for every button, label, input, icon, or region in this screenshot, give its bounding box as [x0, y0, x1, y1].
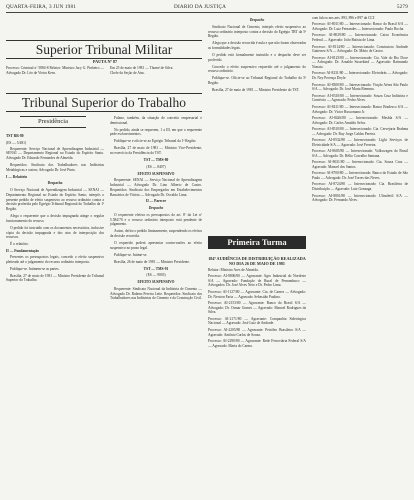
tst-column-4	[312, 16, 408, 205]
tst-banner: Tribunal Superior do Trabalho	[6, 93, 202, 112]
process-entry: Processo: AI-8310/80 — Intersecionado: Souza Cruz Indústria e Comércio — Agravado: Pedro Alves.	[312, 93, 408, 103]
tst-column-1	[6, 132, 104, 285]
process-entry: Processo: AI-8231/80 — Intersecionado: Eletrobrás — Advogado: Dr. Ney Proença Doyle.	[312, 71, 408, 81]
process-entry: Processo: AI-8631/80 — Intersecionado: Cia. Souza Cruz — Agravado: Manoel dos Santos.	[312, 160, 408, 169]
subheading: Despacho	[249, 18, 265, 22]
header-rule	[6, 12, 408, 13]
process-entry: Processo: AI-8029/80 — Intersecionado: Caixa Econômica Federal — Agravado: João Batista de Lima.	[312, 33, 408, 43]
paragraph: Requerente: Serviço Nacional de Aprendizagem Industrial — SENAI — Departamento Regional no Estado do Espírito Santo. Advogado Dr. Eduardo Fernandes de Almeida.	[6, 146, 104, 160]
process-entry: Processo: AI-8510/80 — Intersecionado: Cia. Cervejaria Brahma — Advogado: Dr. Ruy Jorge Caldas Pereira.	[312, 126, 408, 136]
process-entry: Processo: AI-8700/80 — Intersecionado: Banco do Estado de São Paulo — Advogado: Dr. José Torres das Neves.	[312, 171, 408, 181]
paragraph: Brasília, 27 de maio de 1981 — Ministro Presidente do Tribunal Superior do Trabalho.	[6, 273, 104, 283]
process-entry: Processo: AI-2171/80 — Agravante: Companhia Siderúrgica Nacional — Agravado: José Luiz de Andrade.	[208, 316, 306, 326]
process-entry: Processo: AI-2290/80 — Agravante: Rede Ferroviária Federal S/A — Agravado: Maria do Carmo.	[208, 338, 306, 348]
header-page-number: 5279	[396, 4, 408, 10]
page-header	[6, 3, 408, 12]
paragraph: Brasília, 27 de maio de 1981 — Ministro Presidente do TST.	[212, 87, 300, 92]
paragraph: Alega que a decisão recorrida é nula e que não foram observadas as formalidades legais.	[208, 41, 306, 50]
tst-column-2	[110, 116, 202, 303]
paragraph: Presentes os pressupostos legais, concedo o efeito suspensivo pleiteado até o julgamento do recurso ordinário interposto.	[6, 254, 104, 264]
paragraph: Requerente: SENAI — Serviço Nacional de Aprendizagem Industrial — Advogado Dr. Lino Alberto de Castro. Requeridos: Sindicato dos Empregados em Estabelecimentos Bancários de Vitória — Advogado Dr. Osvaldo Lima.	[110, 178, 202, 197]
subheading: I — Relatório	[6, 174, 28, 179]
process-origin: (ES — 5/481)	[6, 140, 27, 145]
process-entry: Processo: AI-8125/80 — Intersecionado: Cia. Vale do Rio Doce — Advogado: Dr. Arnaldo Sussekind — Agravado: Raimundo Nonato.	[312, 55, 408, 70]
paragraph: Assim, defiro o pedido liminarmente, suspendendo os efeitos da decisão recorrida.	[110, 229, 202, 239]
paragraph: Relator: Ministro Ares de Almeida.	[208, 267, 259, 272]
header-date: QUARTA-FEIRA, 3 JUN 1981	[6, 4, 77, 10]
process-origin: (ES — 9003)	[146, 273, 166, 278]
process-entry: Processo: AI-8011/80 — Intersecionado: Banco do Brasil S/A — Advogado: Dr. Luiz Fernandes — Intersecionado: Paulo Rocha.	[312, 22, 408, 32]
paragraph: O pedido está formalmente instruído e o despacho deve ser proferido.	[208, 52, 306, 62]
pauta-date: Em 25 de maio de 1981 — Thomé de Silva.	[110, 66, 174, 70]
process-entry: Processo: AI-8532/80 — Intersecionado: Light Serviços de Eletricidade S/A — Agravado: José Ferreira.	[312, 138, 408, 147]
pauta-signature: Chefe da Seção de Atas.	[110, 70, 145, 75]
subheading: Despacho	[148, 206, 164, 211]
process-entry: Processo: AI-2205/80 — Agravante: Petróleo Brasileiro S/A — Agravado: Antônio Carlos de Souza.	[208, 327, 306, 337]
paragraph: com fulcro nos arts. 893, 896 e 897 da CLT.	[312, 16, 376, 20]
subheading: EFEITO SUSPENSIVO	[137, 171, 175, 176]
paragraph: Publique-se. Oficie-se ao Tribunal Regional do Trabalho da 5ª Região.	[208, 76, 306, 85]
process-entry: Processo: AI-8114/80 — Intersecionado: Construtora Andrade Gutierrez S/A — Advogado: Dr. Mário de Castro.	[312, 44, 408, 54]
process-entry: Processo: AI-8426/80 — Intersecionado: Mesbla S/A — Advogado: Dr. Carlos Arnaldo Selva.	[312, 115, 408, 125]
paragraph: É o relatório.	[10, 242, 29, 247]
paragraph: Requeridos: Sindicato dos Trabalhadores nas Indústrias Metalúrgicas e outros; Advogado Dr. José Pinto.	[6, 162, 104, 172]
stm-banner: Superior Tribunal Militar	[6, 40, 202, 59]
paragraph: Brasília, 27 de maio de 1981 — Ministro Vice-Presidente, no exercício da Presidência do TST.	[110, 146, 202, 156]
paragraph: Publique-se. Intime-se.	[114, 252, 148, 257]
process-number: TST — TMS-80	[143, 158, 169, 162]
process-entry: Processo: AI-8801/80 — Intersecionado: Ultrafértil S/A — Advogado: Dr. Fernando Alves.	[312, 193, 408, 203]
paragraph: Sindicato Nacional de Cimento, interpôs efeito suspensivo ao recurso ordinário interposto contra a decisão do Egrégio TRT da 5ª Região.	[208, 24, 306, 39]
paragraph: O requerido poderá apresentar contra-razões ao efeito suspensivo no prazo legal.	[110, 241, 202, 250]
paragraph: O Serviço Nacional de Aprendizagem Industrial — SENAI — Departamento Regional no Estado do Espírito Santo, interpôs o presente pedido de efeito suspensivo ao recurso ordinário contra a decisão proferida pelo Egrégio Tribunal Regional do Trabalho da 1ª Região.	[6, 188, 104, 212]
pauta-text: Processo: Criminal nº 5884-8 Relator: Ministro Jacy G. Pinheiro — Advogado Dr. Léo de Vieira Kern.	[6, 66, 104, 75]
paragraph: O pedido foi instruído com os documentos necessários, inclusive cópia da decisão impugnada e dos atos de interposição dos recursos.	[6, 225, 104, 240]
paragraph: Fulano, também, da situação de conceito empresarial e demissional.	[110, 116, 202, 125]
process-entry: Processo: AI-8724/80 — Intersecionado: Cia. Brasileira de Distribuição — Agravado: Luiz Gonzaga.	[312, 182, 408, 192]
process-entry: Processo: AI-8300/80 — Intersecionado: Viação Aérea São Paulo S/A — Advogado: Dr. José Maria Riemma.	[312, 82, 408, 92]
tst-column-3-top	[208, 16, 306, 95]
subheading: II — Parecer	[145, 199, 167, 204]
paragraph: Publique-se e oficie-se ao Egrégio Tribunal da 1ª Região.	[114, 139, 197, 144]
paragraph: O requerente efetiva os pressupostos do art. 8º da Lei nº 5.584/70 e o recurso ordinário interposto está pendente de julgamento.	[110, 212, 202, 227]
process-entry: Processo: AI-8605/80 — Intersecionado: Volkswagen do Brasil S/A — Advogado: Dr. Hélio Carvalho Santana.	[312, 149, 408, 158]
distribution-heading: 184ª AUDIÊNCIA DE DISTRIBUIÇÃO REALIZADA NO DIA 26 DE MAIO DE 1981	[208, 256, 306, 266]
subheading: EFEITO SUSPENSIVO	[137, 280, 175, 285]
paragraph: Publique-se. Intimem-se as partes.	[10, 266, 60, 271]
paragraph: Requerente: Sindicato Nacional da Indústria de Cimento — Advogado Dr. Rubens Pereira Leite. Requeridos: Sindicato dos Trabalhadores nas Indústrias do Cimento e da Construção Civil.	[110, 286, 202, 301]
primeira-turma-banner: Primeira Turma	[208, 236, 306, 249]
process-entry: Processo: AI-8411/80 — Intersecionado: Banco Bradesco S/A — Advogado: Dr. Victor Russomano Jr.	[312, 104, 408, 114]
tst-column-3-bottom	[208, 254, 306, 350]
process-entry: Processo: AI-8806/80 — Agravante: Agro Industrial do Nordeste S/A — Agravado: Fundação de Rural de Pernambuco — Advogados: Dr. José Alves Neto e Dr. Pedro Lima.	[208, 273, 306, 288]
process-entry: Processo: AI-2153/80 — Agravante: Banco do Brasil S/A — Advogado: Dr. Osmar Gomes — Agravado: Manoel Rodrigues da Silva.	[208, 300, 306, 315]
process-entry: Processo: AI-1127/80 — Agravante: Cia. de Carnes — Advogado: Dr. Newton Faria — Agravado: Sebastião Paulino.	[208, 289, 306, 299]
process-origin: (ES — 8407)	[146, 164, 166, 169]
process-number: TST RR-80	[6, 134, 24, 138]
paragraph: Concedo o efeito suspensivo requerido até o julgamento do recurso ordinário.	[208, 64, 306, 74]
paragraph: Alega o requerente que a decisão impugnada atinge o regular funcionamento do recurso.	[6, 214, 104, 223]
presidency-banner: Presidência	[20, 116, 86, 128]
pauta-heading	[70, 60, 140, 65]
subheading: II — Fundamentação	[6, 249, 39, 254]
pauta-heading-text: PAUTA Nº 87	[92, 59, 118, 64]
paragraph: Brasília, 26 de maio de 1981 — Ministro Presidente.	[114, 259, 190, 264]
pauta-side	[110, 66, 202, 76]
paragraph: No pedido, ainda se requerem, 1 a III, em que o requerente pede esclarecimentos.	[110, 127, 202, 137]
process-number: TST — TMS-91	[143, 266, 169, 271]
subheading: Despacho	[47, 181, 63, 186]
header-journal-name: DIARIO DA JUSTIÇA	[174, 4, 227, 10]
